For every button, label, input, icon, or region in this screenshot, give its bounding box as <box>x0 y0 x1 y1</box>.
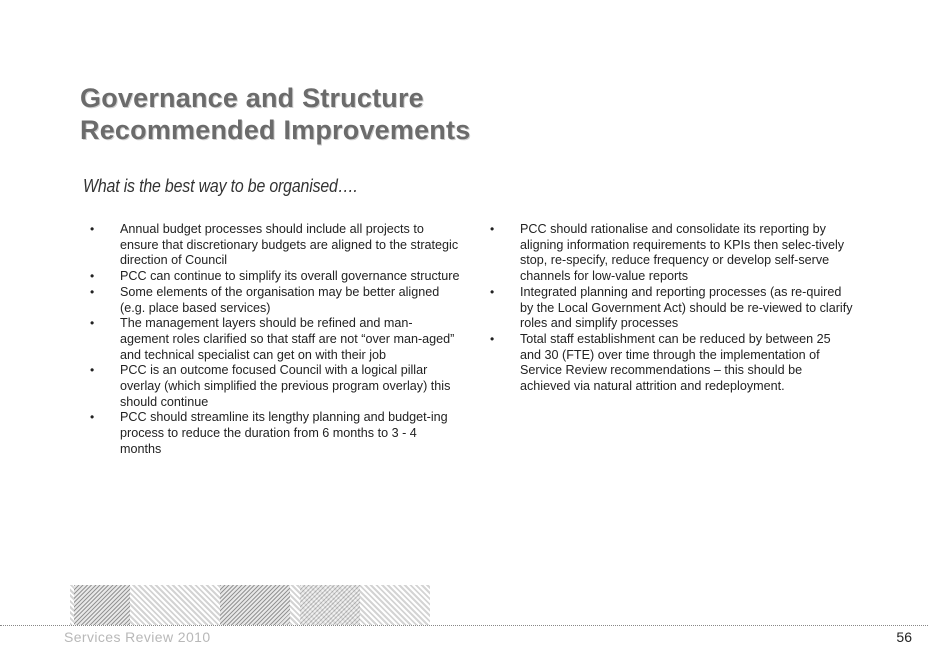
page-number: 56 <box>896 629 912 645</box>
bullet-icon: • <box>490 222 495 236</box>
list-item-text: Annual budget processes should include all projects to ensure that discretionary budgets are aligned to the strategic direction of Council <box>120 222 459 268</box>
subtitle: What is the best way to be organised…. <box>83 175 358 196</box>
list-item-text: PCC is an outcome focused Council with a logical pillar overlay (which simplified the previous program overlay) this should continue <box>120 363 451 409</box>
photo-thumbnail <box>74 585 130 625</box>
bullet-icon: • <box>90 410 95 425</box>
title-line-2: Recommended Improvements <box>80 115 471 145</box>
page-title <box>80 82 470 146</box>
bullet-icon: • <box>90 316 95 331</box>
bullet-icon: • <box>90 222 95 236</box>
list-item <box>90 363 460 410</box>
bullet-icon: • <box>90 284 95 299</box>
photo-thumbnail <box>220 585 290 625</box>
list-item-text: PCC should streamline its lengthy planning and budget-ing process to reduce the duration from 6 months to 3 - 4 months <box>120 410 448 456</box>
title-line-1: Governance and Structure <box>80 83 424 113</box>
list-item <box>490 222 855 285</box>
decorative-photo-strip <box>70 585 430 625</box>
list-item-text: Integrated planning and reporting processes (as re-quired by the Local Government Act) should be re-viewed to clarify roles and simplify processes <box>520 284 853 331</box>
right-bullet-list <box>490 222 855 395</box>
list-item <box>90 222 460 269</box>
footer-divider <box>0 625 928 626</box>
list-item <box>90 410 460 457</box>
list-item-text: The management layers should be refined and man-agement roles clarified so that staff are not “over man-aged” and technical specialist can get on with their job <box>120 316 455 362</box>
photo-thumbnail <box>300 585 360 625</box>
footer-title: Services Review 2010 <box>64 629 211 645</box>
list-item-text: Some elements of the organisation may be better aligned (e.g. place based services) <box>120 284 440 315</box>
list-item <box>90 316 460 363</box>
left-bullet-list <box>90 222 460 458</box>
bullet-icon: • <box>90 363 95 378</box>
bullet-icon: • <box>490 284 495 299</box>
list-item <box>90 269 460 285</box>
bullet-icon: • <box>490 331 495 346</box>
list-item <box>90 284 460 316</box>
list-item-text: Total staff establishment can be reduced by between 25 and 30 (FTE) over time through the implementation of Service Review recommendations – this should be achieved via natural attrition and redeployment. <box>520 331 831 394</box>
list-item-text: PCC should rationalise and consolidate its reporting by aligning information requirements to KPIs then selec-tively stop, re-specify, reduce frequency or develop self-serve channels for low-value reports <box>520 222 845 284</box>
list-item <box>490 284 855 332</box>
list-item-text: PCC can continue to simplify its overall governance structure <box>120 269 460 284</box>
bullet-icon: • <box>90 269 95 284</box>
list-item <box>490 331 855 395</box>
